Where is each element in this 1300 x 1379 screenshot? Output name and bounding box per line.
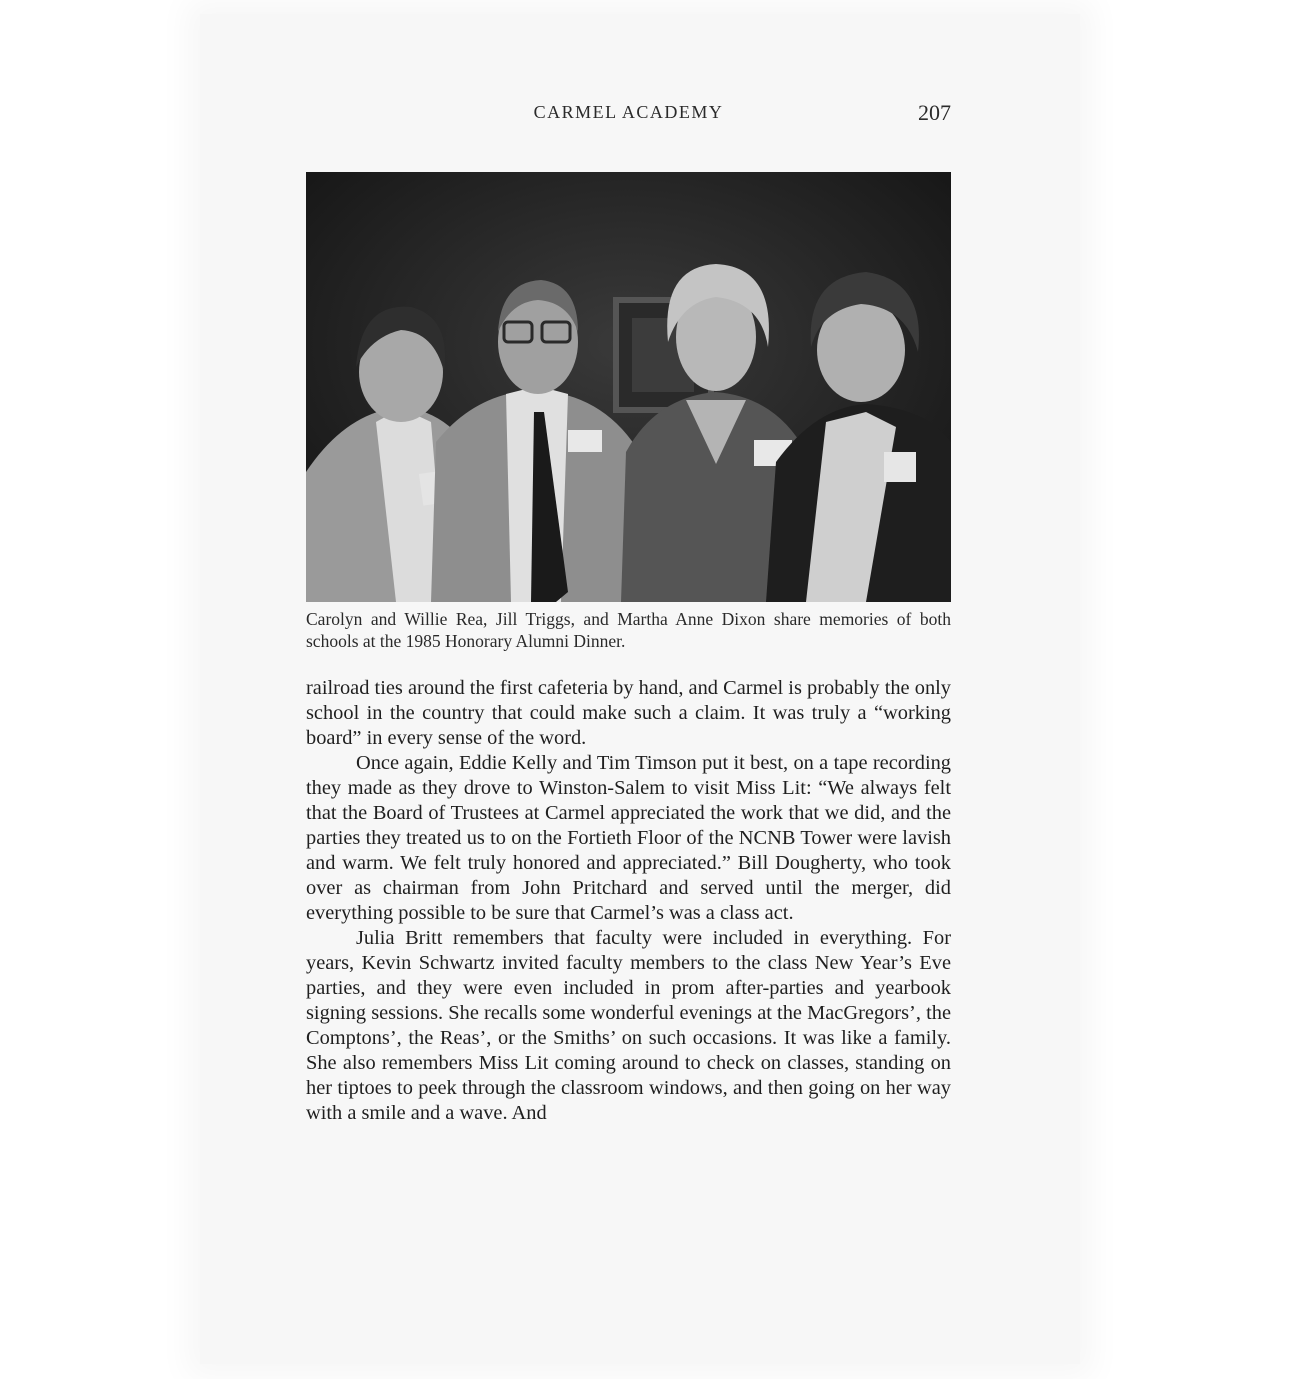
body-text [306, 676, 951, 1126]
group-photo-icon [306, 172, 951, 602]
running-head-title: CARMEL ACADEMY [533, 102, 724, 122]
group-photo [306, 172, 951, 602]
photo-caption: Carolyn and Willie Rea, Jill Triggs, and Martha Anne Dixon share memories of both schools at the 1985 Honorary Alumni Dinner. [306, 609, 951, 651]
paragraph: railroad ties around the first cafeteria by hand, and Carmel is probably the only school in the country that could make such a claim. It was truly a “working board” in every sense of the word. [306, 677, 951, 749]
page-number: 207 [918, 100, 951, 125]
running-head [306, 100, 951, 128]
paragraph: Once again, Eddie Kelly and Tim Timson put it best, on a tape recording they made as they drove to Winston-Salem to visit Miss Lit: “We always felt that the Board of Trustees at Carmel appreciated the work that we did, and the parties they treated us to on the Fortieth Floor of the NCNB Tower were lavish and warm. We felt truly honored and appreciated.” Bill Dougherty, who took over as chairman from John Pritchard and served until the merger, did everything possible to be sure that Carmel’s was a class act. [306, 752, 951, 924]
paragraph: Julia Britt remembers that faculty were included in everything. For years, Kevin Schwartz invited faculty members to the class New Year’s Eve parties, and they were even included in prom after-parties and yearbook signing sessions. She recalls some wonderful evenings at the MacGregors’, the Comptons’, the Reas’, or the Smiths’ on such occasions. It was like a family. She also remembers Miss Lit coming around to check on classes, standing on her tiptoes to peek through the classroom windows, and then going on her way with a smile and a wave. And [306, 927, 951, 1124]
